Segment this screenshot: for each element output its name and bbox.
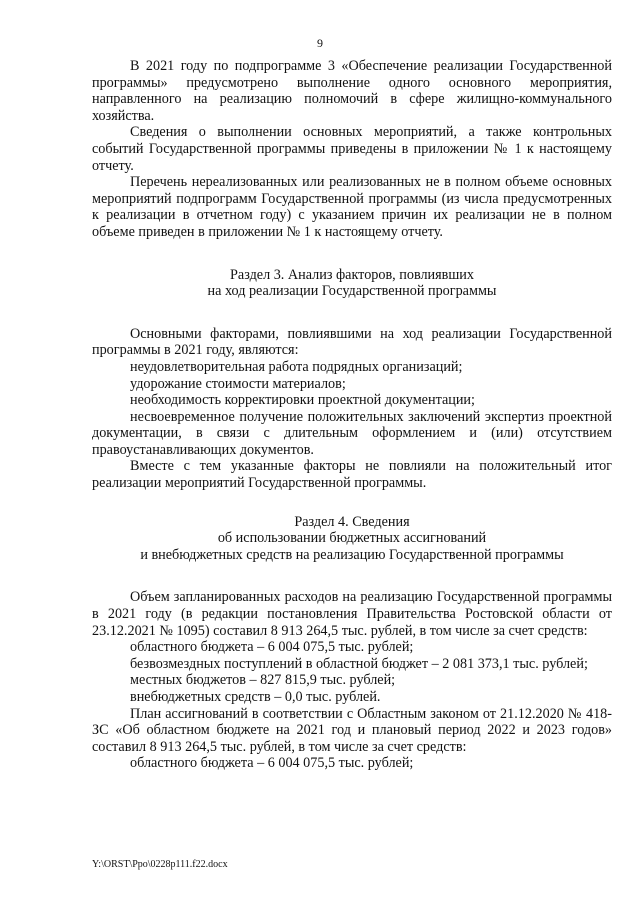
section-4-heading-line-1: Раздел 4. Сведения <box>294 513 410 530</box>
paragraph: Основными факторами, повлиявшими на ход реализации Государственной программы в 2021 году, являются: <box>92 325 612 359</box>
paragraph: Вместе с тем указанные факторы не повлияли на положительный итог реализации мероприятий Государственной программы. <box>92 458 612 492</box>
list-item: безвозмездных поступлений в областной бюджет – 2 081 373,1 тыс. рублей; <box>130 655 588 672</box>
list-item: областного бюджета – 6 004 075,5 тыс. рублей; <box>130 639 414 656</box>
list-item: областного бюджета – 6 004 075,5 тыс. рублей; <box>130 755 414 772</box>
list-item: несвоевременное получение положительных заключений экспертиз проектной документации, в связи с длительным оформлением и (или) отсутствием правоустанавливающих документов. <box>92 408 612 458</box>
list-item: неудовлетворительная работа подрядных организаций; <box>130 358 463 375</box>
document-body <box>92 58 612 772</box>
list-item: внебюджетных средств – 0,0 тыс. рублей. <box>130 689 381 705</box>
paragraph: План ассигнований в соответствии с Областным законом от 21.12.2020 № 418-ЗС «Об областном бюджете на 2021 год и плановый период 2022 и 2023 годов» составил 8 913 264,5 тыс. рублей, в том числе за счет средств: <box>92 705 612 755</box>
paragraph: Сведения о выполнении основных мероприятий, а также контрольных событий Государственной программы приведены в приложении № 1 к настоящему отчету. <box>92 124 612 174</box>
paragraph: Перечень нереализованных или реализованных не в полном объеме основных мероприятий подпрограмм Государственной программы (из числа предусмотренных к реализации в отчетном году) с указанием причин их реализации не в полном объеме приведен в приложении № 1 к настоящему отчету. <box>92 174 612 240</box>
section-3-heading-line-1: Раздел 3. Анализ факторов, повлиявших <box>230 266 474 283</box>
page-number: 9 <box>317 36 323 50</box>
section-4-heading-line-2: об использовании бюджетных ассигнований <box>217 530 487 547</box>
section-3-heading-line-2: на ход реализации Государственной программы <box>207 283 497 300</box>
paragraph: Объем запланированных расходов на реализацию Государственной программы в 2021 году (в редакции постановления Правительства Ростовской области от 23.12.2021 № 1095) составил 8 913 264,5 тыс. рублей, в том числе за счет средств: <box>92 589 612 639</box>
paragraph: В 2021 году по подпрограмме 3 «Обеспечение реализации Государственной программы» предусмотрено выполнение одного основного мероприятия, направленного на реализацию полномочий в сфере жилищно-коммунального хозяйства. <box>92 58 612 124</box>
list-item: удорожание стоимости материалов; <box>130 375 346 392</box>
file-path-footer: Y:\ORST\Ppo\0228p111.f22.docx <box>92 859 228 870</box>
section-4-heading-line-3: и внебюджетных средств на реализацию Государственной программы <box>140 546 564 563</box>
list-item: местных бюджетов – 827 815,9 тыс. рублей; <box>130 672 396 689</box>
list-item: необходимость корректировки проектной документации; <box>130 392 475 409</box>
